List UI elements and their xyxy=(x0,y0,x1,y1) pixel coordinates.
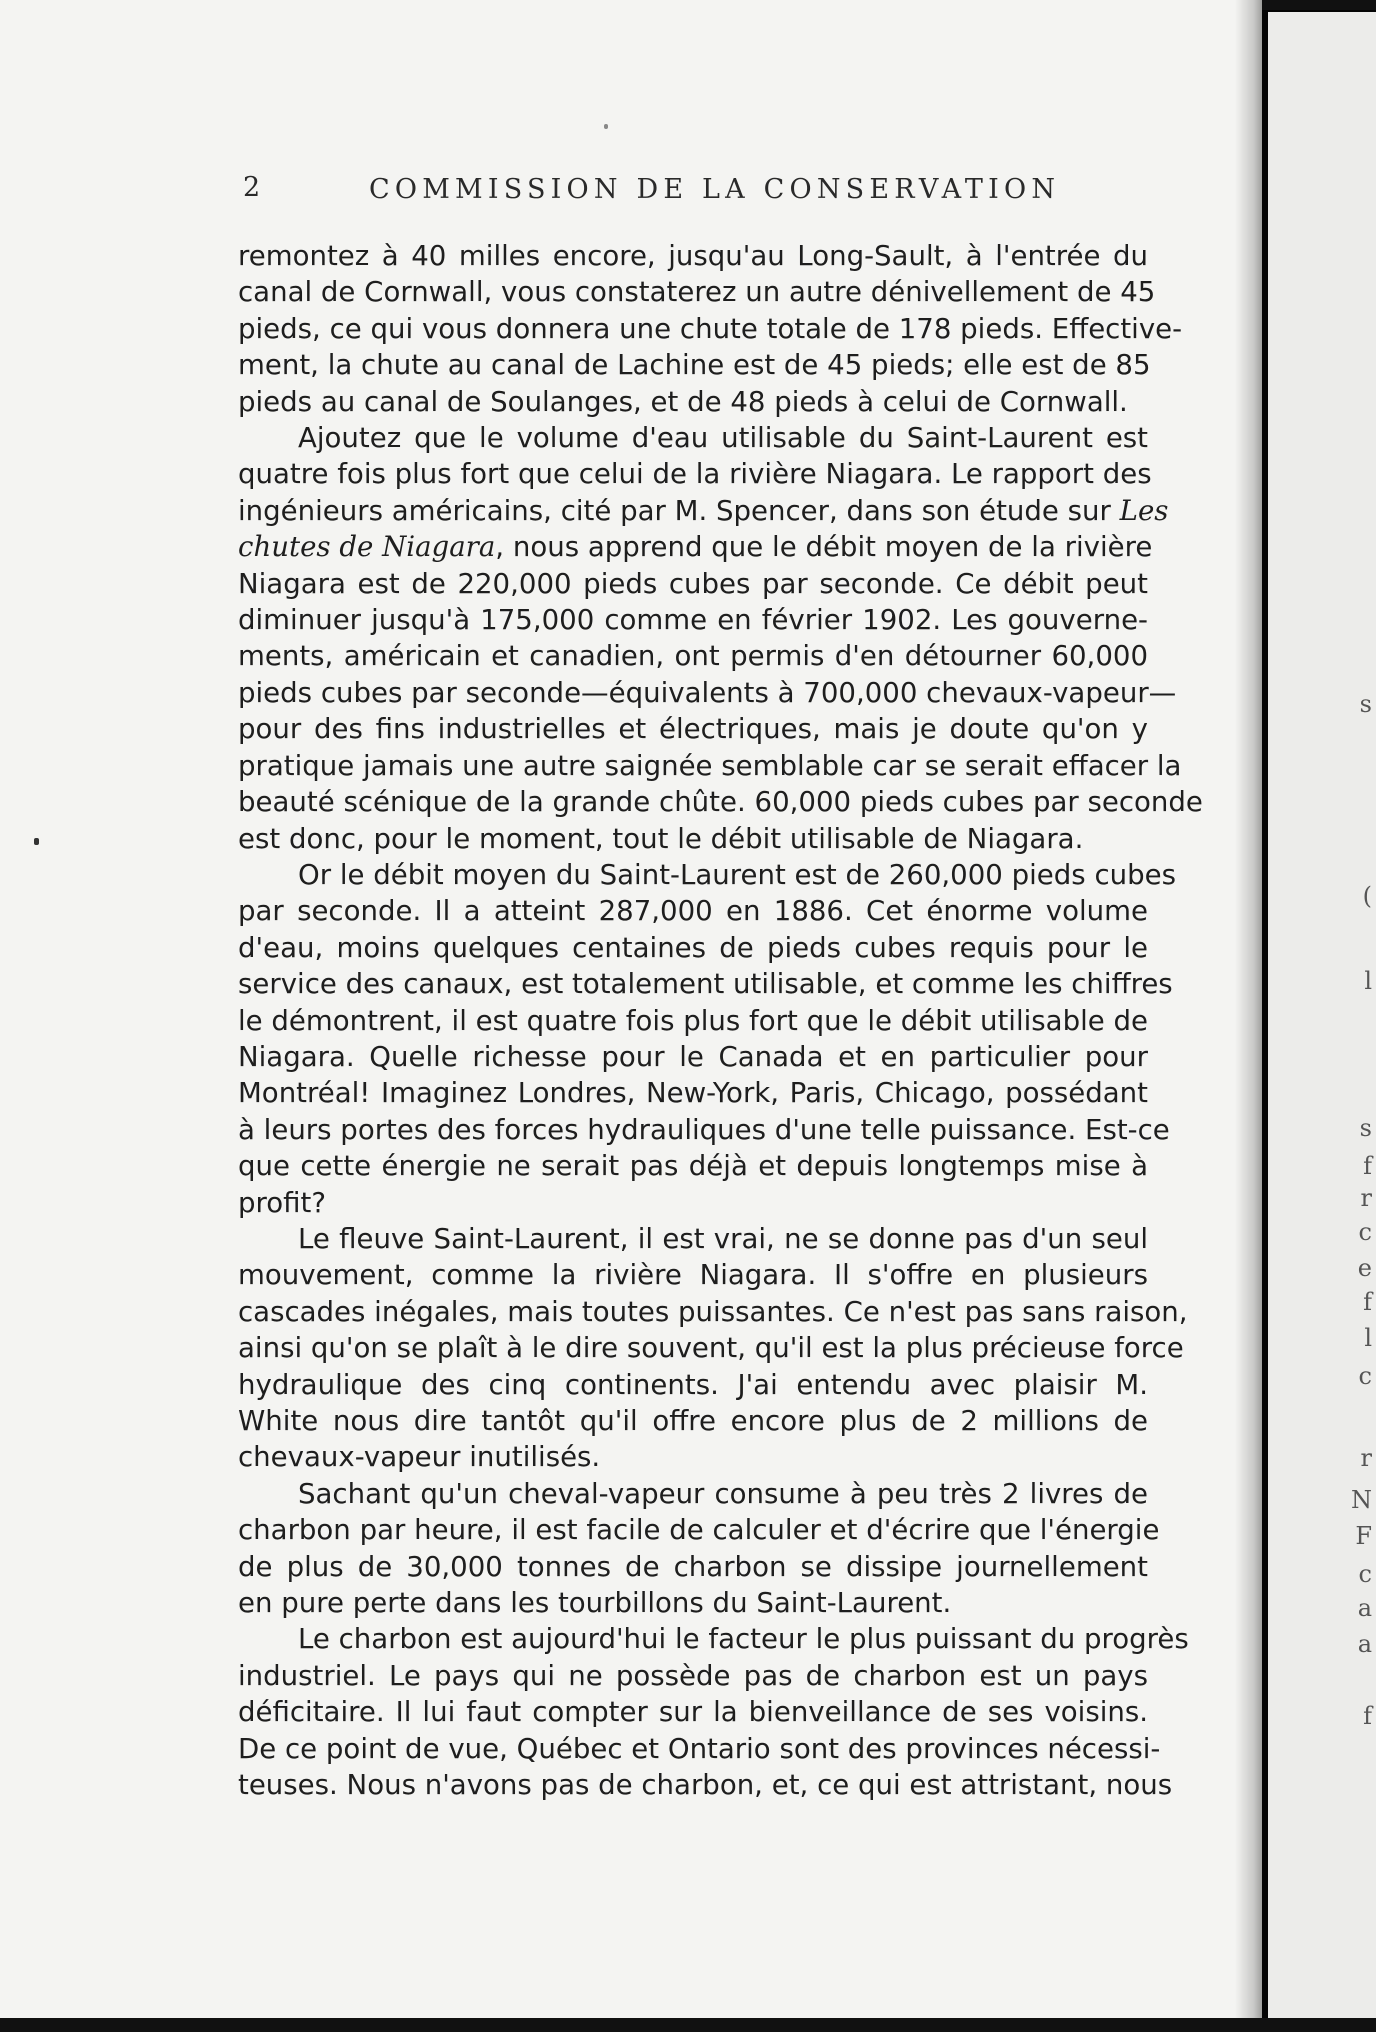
text-line: cascades inégales, mais toutes puissantes. Ce n'est pas sans raison, xyxy=(238,1294,1188,1328)
text-line: Le fleuve Saint-Laurent, il est vrai, ne se donne pas d'un seul xyxy=(298,1221,1148,1255)
facing-page-fragment: r xyxy=(1360,1444,1372,1472)
facing-page-fragment: l xyxy=(1364,967,1372,995)
text-line: Niagara. Quelle richesse pour le Canada et en particulier pour xyxy=(238,1039,1148,1073)
facing-page-fragment: s xyxy=(1359,690,1372,718)
text-line: diminuer jusqu'à 175,000 comme en février 1902. Les gouverne- xyxy=(238,603,1148,637)
text-line: Niagara est de 220,000 pieds cubes par seconde. Ce débit peut xyxy=(238,566,1148,600)
text-segment: ingénieurs américains, cité par M. Spencer, dans son étude sur xyxy=(238,493,1120,527)
text-line: ment, la chute au canal de Lachine est de 45 pieds; elle est de 85 xyxy=(238,348,1151,382)
paragraph-5 xyxy=(238,1476,1160,1622)
text-line: d'eau, moins quelques centaines de pieds cubes requis pour le xyxy=(238,930,1148,964)
running-title: COMMISSION DE LA CONSERVATION xyxy=(369,174,1061,205)
text-line: ments, américain et canadien, ont permis d'en détourner 60,000 xyxy=(238,639,1148,673)
facing-page-fragment: F xyxy=(1355,1522,1372,1550)
paragraph-3 xyxy=(238,857,1176,1221)
text-line: à leurs portes des forces hydrauliques d'une telle puissance. Est-ce xyxy=(238,1112,1170,1146)
text-line: charbon par heure, il est facile de calculer et d'écrire que l'énergie xyxy=(238,1513,1160,1547)
text-line xyxy=(238,493,1169,529)
text-line: Ajoutez que le volume d'eau utilisable du Saint-Laurent est xyxy=(298,421,1148,455)
running-header xyxy=(243,172,1143,212)
facing-page-fragment: e xyxy=(1357,1254,1372,1282)
text-line: hydraulique des cinq continents. J'ai entendu avec plaisir M. xyxy=(238,1367,1148,1401)
facing-page-fragment: f xyxy=(1363,1288,1372,1316)
text-line: De ce point de vue, Québec et Ontario sont des provinces nécessi- xyxy=(238,1731,1161,1765)
scan-speck xyxy=(34,838,39,845)
text-line: en pure perte dans les tourbillons du Saint-Laurent. xyxy=(238,1586,952,1620)
text-line: que cette énergie ne serait pas déjà et depuis longtemps mise à xyxy=(238,1149,1148,1183)
text-line: pieds, ce qui vous donnera une chute totale de 178 pieds. Effective- xyxy=(238,311,1183,345)
facing-page-fragment: s xyxy=(1359,1114,1372,1142)
facing-page-fragment: r xyxy=(1360,1184,1372,1212)
facing-page-fragment: c xyxy=(1358,1218,1372,1246)
text-line: Or le débit moyen du Saint-Laurent est de 260,000 pieds cubes xyxy=(298,857,1176,891)
text-line: le démontrent, il est quatre fois plus fort que le débit utilisable de xyxy=(238,1003,1149,1037)
text-line: profit? xyxy=(238,1185,326,1219)
facing-page-fragment: a xyxy=(1357,1630,1372,1658)
facing-page-fragment: c xyxy=(1358,1362,1372,1390)
text-line: par seconde. Il a atteint 287,000 en 1886. Cet énorme volume xyxy=(238,894,1148,928)
text-line: est donc, pour le moment, tout le débit utilisable de Niagara. xyxy=(238,821,1084,855)
text-line: pieds au canal de Soulanges, et de 48 pieds à celui de Cornwall. xyxy=(238,384,1128,418)
text-line: de plus de 30,000 tonnes de charbon se dissipe journellement xyxy=(238,1549,1148,1583)
italic-title: Les xyxy=(1119,493,1169,527)
text-line: pour des fins industrielles et électriques, mais je doute qu'on y xyxy=(238,712,1148,746)
scan-speck xyxy=(604,124,608,129)
paragraph-6 xyxy=(238,1621,1189,1803)
text-line: déficitaire. Il lui faut compter sur la bienveillance de ses voisins. xyxy=(238,1695,1148,1729)
text-line: Le charbon est aujourd'hui le facteur le plus puissant du progrès xyxy=(298,1622,1189,1656)
facing-page-fragment: c xyxy=(1358,1560,1372,1588)
scan-border-bottom xyxy=(0,2018,1376,2032)
text-line: industriel. Le pays qui ne possède pas de charbon est un pays xyxy=(238,1658,1148,1692)
facing-page-fragment: l xyxy=(1364,1324,1372,1352)
body-text xyxy=(238,238,1203,1803)
text-line: service des canaux, est totalement utilisable, et comme les chiffres xyxy=(238,967,1173,1001)
facing-page-fragment: ( xyxy=(1362,882,1372,910)
facing-page-edge xyxy=(1268,12,1376,2022)
text-line: remontez à 40 milles encore, jusqu'au Long-Sault, à l'entrée du xyxy=(238,239,1148,272)
page-gutter-shadow xyxy=(1235,0,1262,2032)
text-line: quatre fois plus fort que celui de la rivière Niagara. Le rapport des xyxy=(238,457,1152,491)
italic-title: chutes de Niagara xyxy=(238,530,496,564)
text-line xyxy=(238,529,1153,565)
text-line: chevaux-vapeur inutilisés. xyxy=(238,1440,601,1474)
page-number: 2 xyxy=(243,172,261,203)
text-segment: , nous apprend que le débit moyen de la rivière xyxy=(495,530,1153,564)
text-line: ainsi qu'on se plaît à le dire souvent, qu'il est la plus précieuse force xyxy=(238,1331,1184,1365)
text-line: mouvement, comme la rivière Niagara. Il s'offre en plusieurs xyxy=(238,1258,1148,1292)
text-line: teuses. Nous n'avons pas de charbon, et, ce qui est attristant, nous xyxy=(238,1768,1173,1802)
facing-page-fragment: f xyxy=(1363,1152,1372,1180)
paragraph-1 xyxy=(238,238,1183,420)
facing-page-fragment: a xyxy=(1357,1594,1372,1622)
text-line: pratique jamais une autre saignée semblable car se serait effacer la xyxy=(238,748,1182,782)
text-line: pieds cubes par seconde—équivalents à 700,000 chevaux-vapeur— xyxy=(238,675,1177,709)
text-line: Montréal! Imaginez Londres, New-York, Paris, Chicago, possédant xyxy=(238,1076,1148,1110)
text-line: Sachant qu'un cheval-vapeur consume à peu très 2 livres de xyxy=(298,1476,1148,1510)
text-line: beauté scénique de la grande chûte. 60,000 pieds cubes par seconde xyxy=(238,785,1203,819)
paragraph-2 xyxy=(238,420,1203,857)
facing-page-fragment: f xyxy=(1363,1702,1372,1730)
text-line: White nous dire tantôt qu'il offre encore plus de 2 millions de xyxy=(238,1404,1148,1437)
text-line: canal de Cornwall, vous constaterez un autre dénivellement de 45 xyxy=(238,275,1156,309)
paragraph-4 xyxy=(238,1221,1188,1476)
facing-page-fragment: N xyxy=(1351,1486,1372,1514)
